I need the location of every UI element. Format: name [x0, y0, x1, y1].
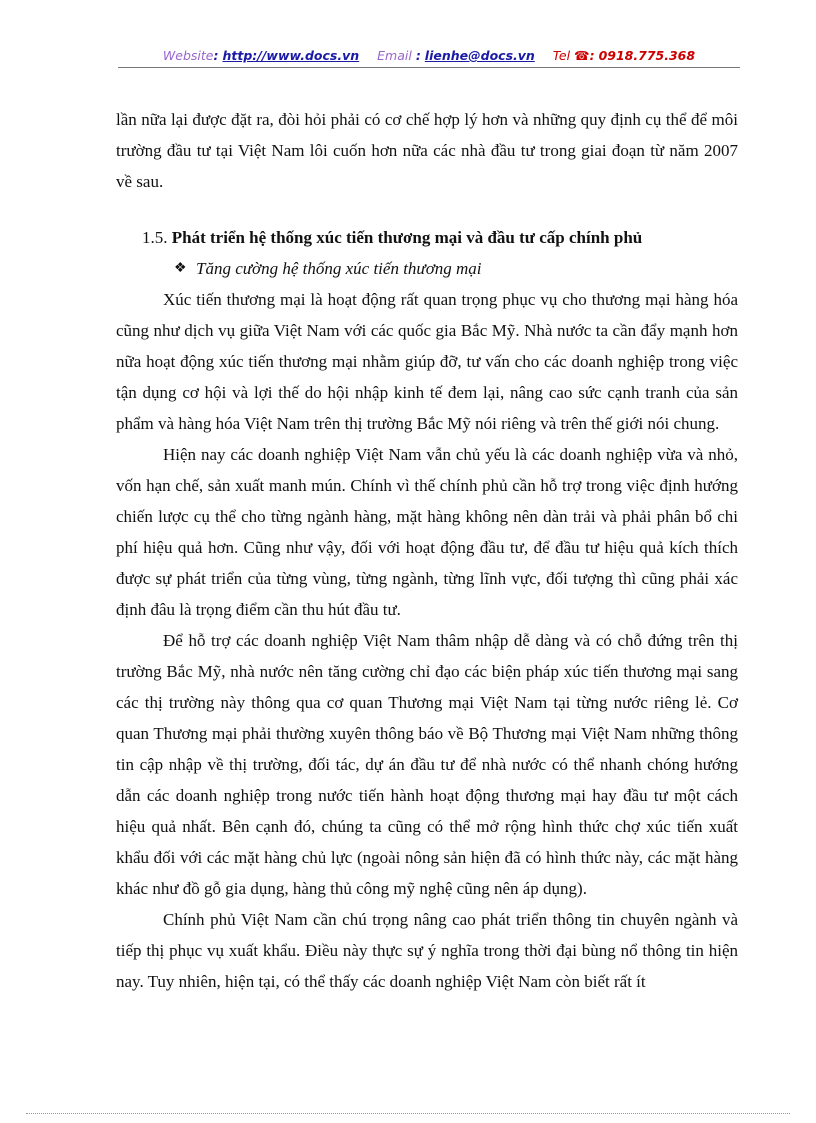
website-label: Website: [162, 48, 214, 63]
website-colon: :: [213, 48, 219, 63]
section-title: Phát triển hệ thống xúc tiến thương mại và đầu tư cấp chính phủ: [171, 228, 643, 247]
subsection-heading: [174, 253, 738, 284]
body-paragraph: Hiện nay các doanh nghiệp Việt Nam vẫn chủ yếu là các doanh nghiệp vừa và nhỏ, vốn hạn chế, sản xuất manh mún. Chính vì thế chính phủ cần hỗ trợ trong việc định hướng chiến lược cụ thể cho từng ngành hàng, mặt hàng không nên dàn trải và phải phân bổ chi phí hiệu quả hơn. Cũng như vậy, đối với hoạt động đầu tư, để đầu tư hiệu quả kích thích được sự phát triển của từng vùng, từng ngành, từng lĩnh vực, đối tượng thì cũng phải xác định đâu là trọng điểm cần thu hút đầu tư.: [116, 445, 738, 619]
tel-label: Tel: [552, 48, 571, 63]
diamond-bullet-icon: ❖: [174, 261, 187, 276]
body-paragraph: Chính phủ Việt Nam cần chú trọng nâng cao phát triển thông tin chuyên ngành và tiếp thị phục vụ xuất khẩu. Điều này thực sự ý nghĩa trong thời đại bùng nổ thông tin hiện nay. Tuy nhiên, hiện tại, có thể thấy các doanh nghiệp Việt Nam còn biết rất ít: [116, 910, 738, 991]
section-number: 1.5.: [142, 228, 168, 247]
email-colon: :: [415, 48, 421, 63]
page-header: [118, 47, 740, 65]
tel-colon: :: [589, 48, 595, 63]
phone-icon: ☎: [574, 48, 590, 63]
section-heading: [116, 222, 738, 253]
email-link[interactable]: lienhe@docs.vn: [424, 48, 535, 63]
body-paragraph: Để hỗ trợ các doanh nghiệp Việt Nam thâm nhập dễ dàng và có chỗ đứng trên thị trường Bắc Mỹ, nhà nước nên tăng cường chỉ đạo các biện pháp xúc tiến thương mại sang các thị trường này thông qua cơ quan Thương mại Việt Nam tại từng nước riêng lẻ. Cơ quan Thương mại phải thường xuyên thông báo về Bộ Thương mại Việt Nam những thông tin cập nhập về thị trường, đối tác, dự án đầu tư để nhà nước có thể nhanh chóng hướng dẫn các doanh nghiệp trong nước tiến hành hoạt động thương mại hay đầu tư một cách hiệu quả nhất. Bên cạnh đó, chúng ta cũng có thể mở rộng hình thức chợ xúc tiến xuất khẩu đối với các mặt hàng chủ lực (ngoài nông sản hiện đã có hình thức này, các mặt hàng khác như đồ gỗ gia dụng, hàng thủ công mỹ nghệ cũng nên áp dụng).: [116, 631, 738, 898]
header-divider: [118, 67, 740, 68]
website-link[interactable]: http://www.docs.vn: [222, 48, 360, 63]
email-label: Email: [377, 48, 412, 63]
subsection-title: Tăng cường hệ thống xúc tiến thương mại: [196, 259, 482, 278]
intro-paragraph: lần nữa lại được đặt ra, đòi hỏi phải có cơ chế hợp lý hơn và những quy định cụ thể để môi trường đầu tư tại Việt Nam lôi cuốn hơn nữa các nhà đầu tư trong giai đoạn từ năm 2007 về sau.: [116, 110, 738, 191]
document-body: [116, 104, 738, 997]
body-paragraph: Xúc tiến thương mại là hoạt động rất quan trọng phục vụ cho thương mại hàng hóa cũng như dịch vụ giữa Việt Nam với các quốc gia Bắc Mỹ. Nhà nước ta cần đẩy mạnh hơn nữa hoạt động xúc tiến thương mại nhằm giúp đỡ, tư vấn cho các doanh nghiệp trong việc tận dụng cơ hội và lợi thế do hội nhập kinh tế đem lại, nâng cao sức cạnh tranh của sản phẩm và hàng hóa Việt Nam trên thị trường Bắc Mỹ nói riêng và trên thế giới nói chung.: [116, 290, 738, 433]
footer-divider: [26, 1113, 790, 1114]
tel-value: 0918.775.368: [598, 48, 696, 63]
